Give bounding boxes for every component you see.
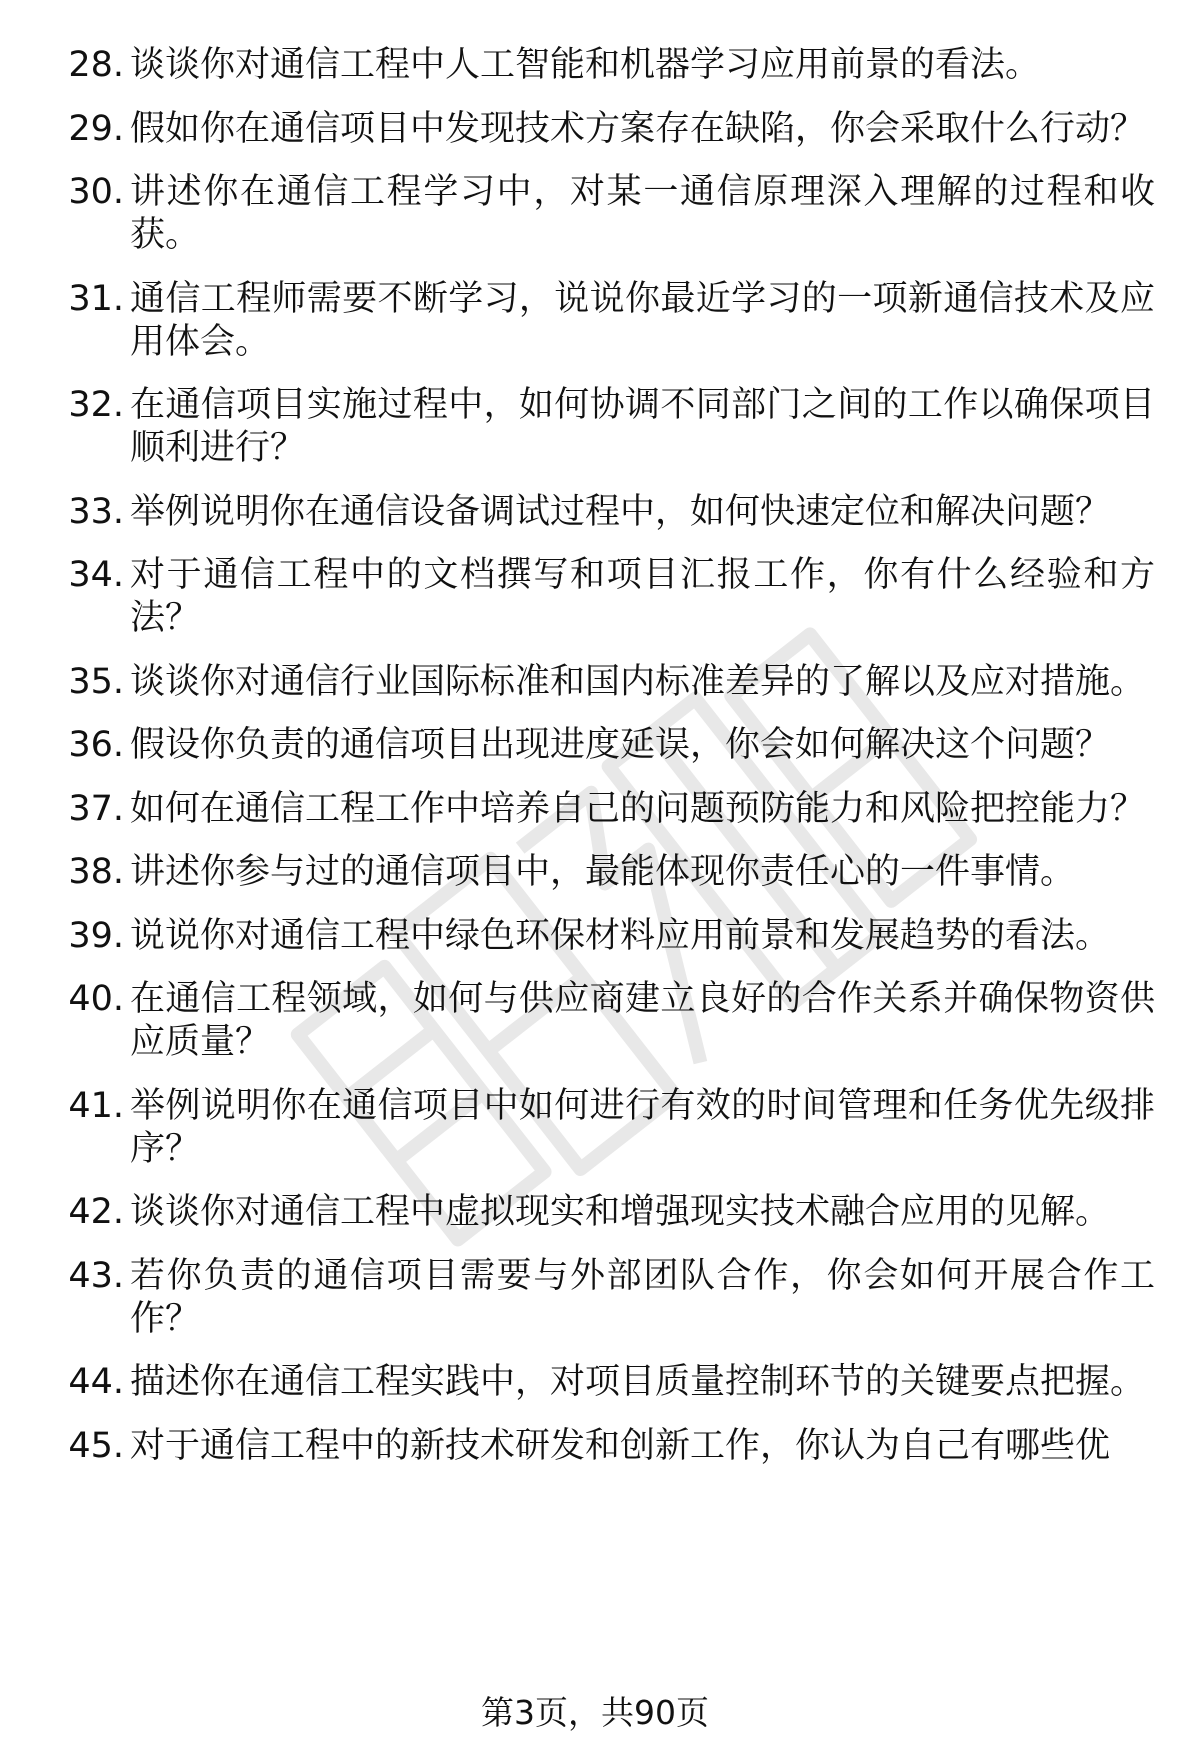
question-number: 43. bbox=[68, 1255, 124, 1296]
question-text: 在通信工程领域，如何与供应商建立良好的合作关系并确保物资供应质量？ bbox=[130, 979, 1155, 1062]
question-number: 44. bbox=[68, 1362, 124, 1402]
question-text: 谈谈你对通信工程中人工智能和机器学习应用前景的看法。 bbox=[130, 45, 1041, 85]
question-item bbox=[0, 171, 1190, 257]
question-item bbox=[0, 1191, 1190, 1234]
question-item bbox=[0, 978, 1190, 1064]
question-item bbox=[0, 384, 1190, 470]
question-number: 35. bbox=[68, 661, 124, 702]
question-number: 34. bbox=[68, 555, 124, 595]
question-item bbox=[0, 915, 1190, 958]
question-number: 40. bbox=[68, 979, 124, 1019]
question-text: 对于通信工程中的文档撰写和项目汇报工作，你有什么经验和方法？ bbox=[130, 555, 1155, 638]
question-text: 讲述你在通信工程学习中，对某一通信原理深入理解的过程和收获。 bbox=[130, 172, 1155, 255]
question-text: 谈谈你对通信行业国际标准和国内标准差异的了解以及应对措施。 bbox=[130, 661, 1146, 702]
question-item bbox=[0, 724, 1190, 767]
question-text: 谈谈你对通信工程中虚拟现实和增强现实技术融合应用的见解。 bbox=[130, 1192, 1111, 1232]
question-text: 通信工程师需要不断学习，说说你最近学习的一项新通信技术及应用体会。 bbox=[130, 278, 1155, 362]
question-item bbox=[0, 1085, 1190, 1171]
question-text: 说说你对通信工程中绿色环保材料应用前景和发展趋势的看法。 bbox=[130, 915, 1111, 956]
question-text: 假如你在通信项目中发现技术方案存在缺陷，你会采取什么行动？ bbox=[130, 108, 1146, 149]
question-number: 30. bbox=[68, 172, 124, 212]
question-number: 29. bbox=[68, 108, 124, 149]
question-item bbox=[0, 1361, 1190, 1404]
question-item bbox=[0, 44, 1190, 87]
question-item bbox=[0, 491, 1190, 534]
question-number: 45. bbox=[68, 1425, 124, 1466]
question-number: 33. bbox=[68, 491, 124, 532]
question-item bbox=[0, 108, 1190, 151]
question-text: 讲述你参与过的通信项目中，最能体现你责任心的一件事情。 bbox=[130, 852, 1076, 892]
question-number: 37. bbox=[68, 788, 124, 829]
page-footer: 第3页，共90页 bbox=[481, 1693, 709, 1732]
question-text: 若你负责的通信项目需要与外部团队合作，你会如何开展合作工作？ bbox=[130, 1255, 1155, 1339]
question-number: 42. bbox=[68, 1192, 124, 1232]
question-text: 在通信项目实施过程中，如何协调不同部门之间的工作以确保项目顺利进行？ bbox=[130, 385, 1155, 468]
question-number: 38. bbox=[68, 852, 124, 892]
question-number: 41. bbox=[68, 1085, 124, 1126]
question-item bbox=[0, 851, 1190, 894]
question-item bbox=[0, 661, 1190, 704]
question-text: 如何在通信工程工作中培养自己的问题预防能力和风险把控能力？ bbox=[130, 788, 1146, 829]
question-text: 举例说明你在通信设备调试过程中，如何快速定位和解决问题？ bbox=[130, 491, 1111, 532]
question-item bbox=[0, 788, 1190, 831]
question-text: 对于通信工程中的新技术研发和创新工作，你认为自己有哪些优 bbox=[130, 1425, 1111, 1466]
question-item bbox=[0, 278, 1190, 364]
question-number: 28. bbox=[68, 45, 124, 85]
question-number: 36. bbox=[68, 725, 124, 765]
question-number: 32. bbox=[68, 385, 124, 425]
question-item bbox=[0, 1255, 1190, 1341]
question-number: 39. bbox=[68, 915, 124, 956]
question-text: 假设你负责的通信项目出现进度延误，你会如何解决这个问题？ bbox=[130, 725, 1111, 765]
question-text: 举例说明你在通信项目中如何进行有效的时间管理和任务优先级排序？ bbox=[130, 1085, 1155, 1169]
question-list bbox=[0, 44, 1190, 1488]
question-number: 31. bbox=[68, 278, 124, 319]
question-text: 描述你在通信工程实践中，对项目质量控制环节的关键要点把握。 bbox=[130, 1362, 1146, 1402]
question-item bbox=[0, 1425, 1190, 1468]
question-item bbox=[0, 554, 1190, 640]
